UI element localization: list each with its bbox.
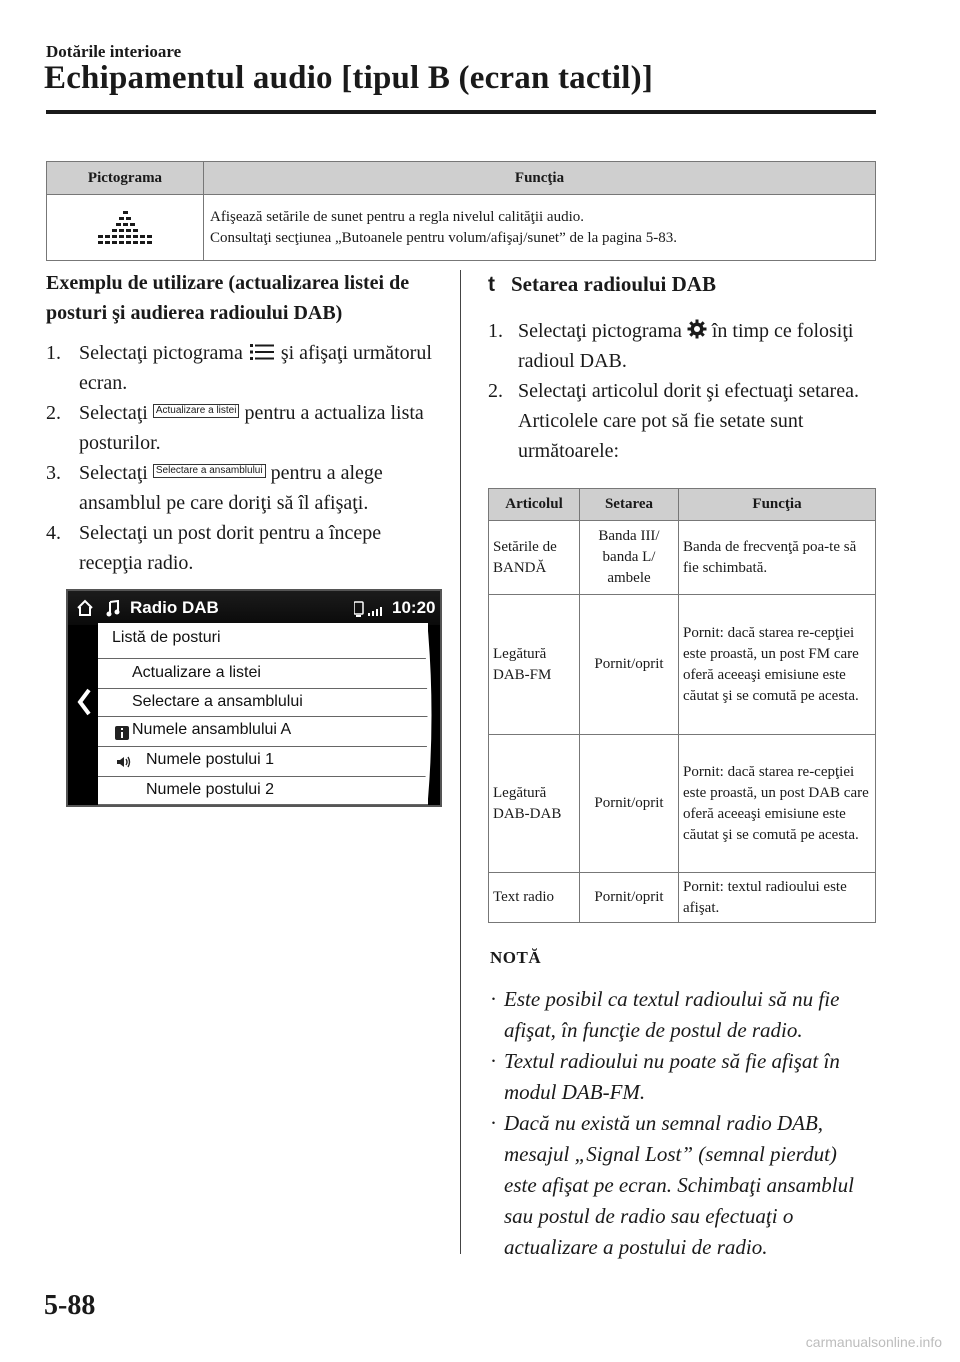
radio-step-2: 2. Selectaţi articolul dorit şi efectuaţi setarea. Articolele care pot să fie setate sunt următoarele: bbox=[488, 376, 876, 466]
list-icon bbox=[248, 342, 276, 362]
signal-icon bbox=[354, 600, 386, 618]
update-list-button: Actualizare a listei bbox=[153, 404, 240, 418]
col-header-item: Articolul bbox=[489, 489, 580, 521]
function-line-2: Consultaţi secţiunea „Butoanele pentru volum/afişaj/sunet” de la pagina 5-83. bbox=[210, 229, 677, 246]
table-row: Text radio Pornit/oprit Pornit: textul radioului este afişat. bbox=[489, 873, 876, 923]
list-item-station-1[interactable]: Numele postului 1 bbox=[98, 747, 428, 777]
list-item-ensemble[interactable]: Numele ansamblului A bbox=[98, 717, 428, 747]
table-row: Setările de BANDĂ Banda III/ banda L/ ambele Banda de frecvenţă poa-te să fie schimbată. bbox=[489, 521, 876, 595]
list-item-update-list[interactable]: Actualizare a listei bbox=[98, 659, 428, 689]
header-divider bbox=[46, 110, 876, 114]
note-title: NOTĂ bbox=[490, 948, 542, 967]
col-header-function: Funcţia bbox=[204, 162, 876, 195]
screen-status-bar bbox=[68, 591, 440, 625]
settable-items-note: Articolele care pot să fie setate sunt următoarele: bbox=[518, 410, 804, 462]
back-arrow-icon[interactable] bbox=[76, 687, 92, 717]
screen-title: Radio DAB bbox=[130, 598, 219, 617]
home-icon[interactable] bbox=[76, 599, 94, 617]
section-title: Dotările interioare bbox=[46, 42, 182, 61]
music-note-icon bbox=[106, 600, 120, 617]
info-icon bbox=[115, 726, 129, 740]
page-number: 5-88 bbox=[44, 1290, 96, 1321]
scrollbar[interactable] bbox=[424, 629, 434, 801]
function-line-1: Afişează setările de sunet pentru a regla nivelul calităţii audio. bbox=[210, 208, 585, 225]
radio-setting-heading: t Setarea radioului DAB bbox=[488, 272, 716, 296]
table-row: Legătură DAB-DAB Pornit/oprit Pornit: dacă starea re-cepţiei este proastă, un post DAB care oferă aceeaşi emisiune este căutat şi se comută pe acesta. bbox=[489, 735, 876, 873]
dab-settings-table bbox=[488, 488, 876, 923]
speaker-icon bbox=[116, 755, 132, 769]
example-step-3: 3. Selectaţi Selectare a ansamblului pentru a alege ansamblul pe care doriţi să îl afişaţi. bbox=[46, 462, 383, 514]
col-header-setting: Setarea bbox=[580, 489, 679, 521]
radio-dab-screen bbox=[66, 589, 442, 807]
station-list bbox=[98, 623, 428, 805]
icon-function-description bbox=[204, 195, 876, 261]
col-header-icon: Pictograma bbox=[47, 162, 204, 195]
icon-function-table bbox=[46, 161, 876, 261]
note-list bbox=[490, 984, 874, 1263]
example-step-1: 1. Selectaţi pictograma şi afişaţi următorul ecran. bbox=[46, 342, 432, 394]
clock-time: 10:20 bbox=[392, 598, 436, 617]
gear-icon bbox=[687, 319, 707, 339]
col-header-function: Funcţia bbox=[679, 489, 876, 521]
select-ensemble-button: Selectare a ansamblului bbox=[153, 464, 266, 478]
list-item-station-2[interactable]: Numele postului 2 bbox=[98, 777, 428, 805]
watermark: carmanualsonline.info bbox=[805, 1334, 942, 1350]
note-item: · Dacă nu există un semnal radio DAB, mesajul „Signal Lost” (semnal pierdut) este afişat pe ecran. Schimbaţi ansamblul sau postul de radio sau efectuaţi o actualizare a postului de radio. bbox=[490, 1111, 854, 1259]
list-item-select-ensemble[interactable]: Selectare a ansamblului bbox=[98, 689, 428, 717]
column-divider bbox=[460, 270, 461, 1254]
example-step-2: 2. Selectaţi Actualizare a listei pentru a actualiza lista posturilor. bbox=[46, 402, 424, 454]
sound-equalizer-icon bbox=[47, 195, 204, 261]
example-heading: Exemplu de utilizare (actualizarea listei de posturi şi audierea radioului DAB) bbox=[46, 272, 410, 324]
section-bullet: t bbox=[488, 273, 495, 296]
page-title: Echipamentul audio [tipul B (ecran tactil)] bbox=[44, 60, 654, 96]
note-item: · Este posibil ca textul radioului să nu fie afişat, în funcţie de postul de radio. bbox=[490, 987, 840, 1042]
radio-setting-steps bbox=[488, 316, 876, 466]
list-header: Listă de posturi bbox=[98, 623, 428, 659]
example-step-4: 4. Selectaţi un post dorit pentru a începe recepţia radio. bbox=[46, 522, 382, 574]
radio-step-1: 1. Selectaţi pictograma în timp ce folosiţi radioul DAB. bbox=[488, 320, 854, 372]
note-item: · Textul radioului nu poate să fie afişat în modul DAB-FM. bbox=[490, 1049, 840, 1104]
example-steps bbox=[46, 338, 446, 578]
table-row: Legătură DAB-FM Pornit/oprit Pornit: dacă starea re-cepţiei este proastă, un post FM care oferă aceeaşi emisiune este căutat şi se comută pe acesta. bbox=[489, 595, 876, 735]
